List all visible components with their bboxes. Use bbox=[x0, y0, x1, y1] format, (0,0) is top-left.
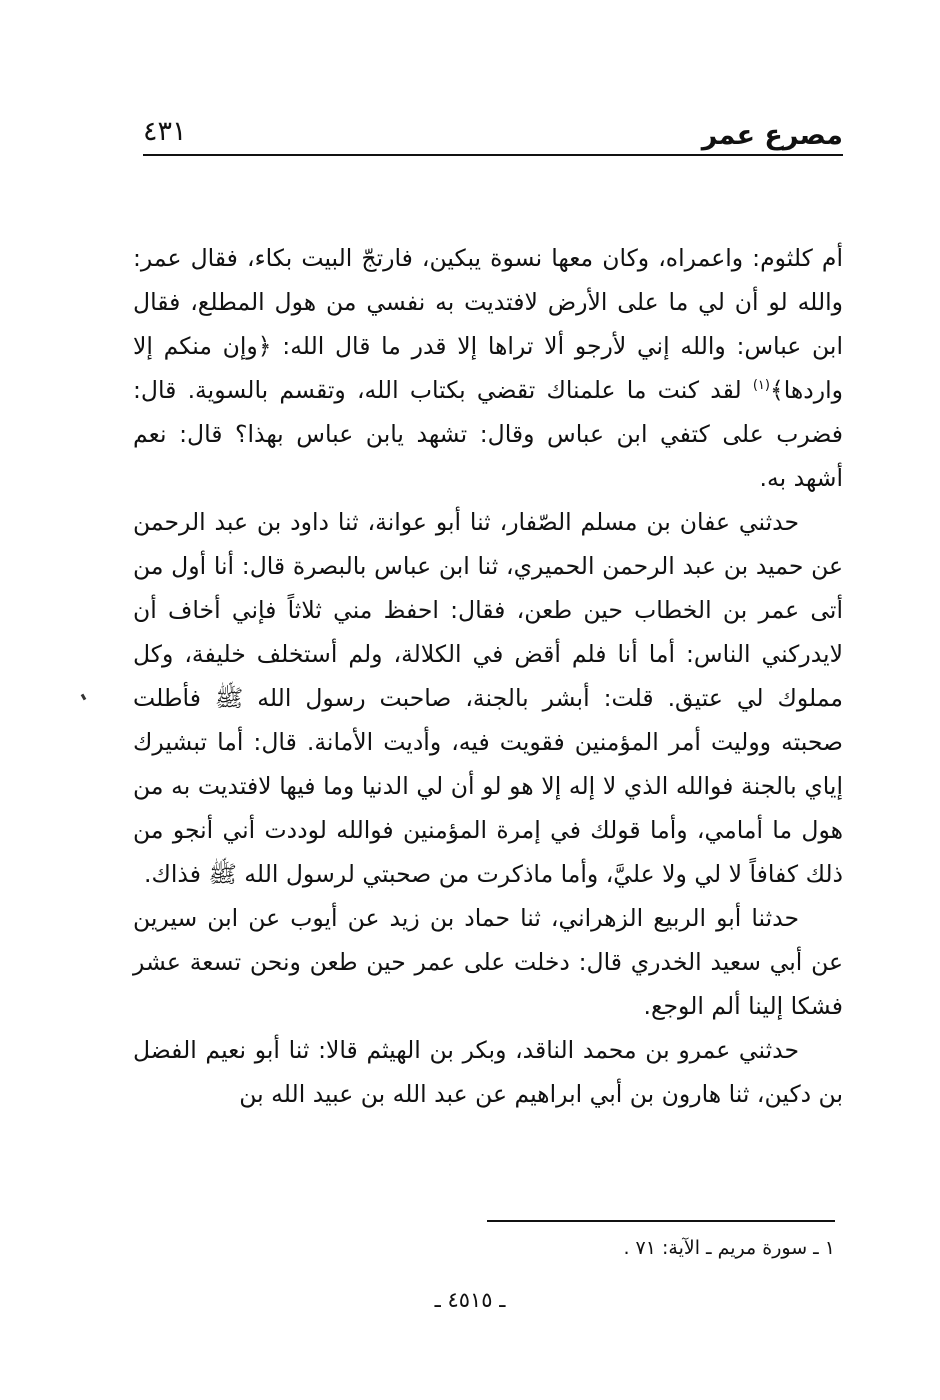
footnote-reference[interactable]: (١) bbox=[752, 378, 770, 394]
paragraph-1-text-before: أم كلثوم: واعمراه، وكان معها نسوة يبكين، فارتجّ البيت بكاء، فقال عمر: والله لو أن لي ما على الأرض لافتديت به نفسي من هول المطلع، فقال ابن عباس: والله إني لأرجو ألا تراها إلا قدر ما قال الله: bbox=[133, 244, 843, 360]
header-rule bbox=[143, 154, 843, 156]
paragraph-2: حدثني عفان بن مسلم الصّفار، ثنا أبو عوانة، ثنا داود بن عبد الرحمن عن حميد بن عبد الرحمن الحميري، ثنا ابن عباس بالبصرة قال: أنا أول من أتى عمر بن الخطاب حين طعن، فقال: احفظ مني ثلاثاً فإني أخاف أن لايدركني الناس: أما أنا فلم أقض في الكلالة، ولم أستخلف خليفة، وكل مملوك لي عتيق. قلت: أبشر بالجنة، صاحبت رسول الله ﷺ فأطلت صحبته ووليت أمر المؤمنين فقويت فيه، وأديت الأمانة. قال: أما تبشيرك إياي بالجنة فوالله الذي لا إله إلا هو لو أن لي الدنيا وما فيها لافتديت به من هول ما أمامي، وأما قولك في إمرة المؤمنين فوالله لوددت أني أنجو من ذلك كفافاً لا لي ولا عليَّ، وأما ماذكرت من صحبتي لرسول الله ﷺ فذاك. bbox=[133, 508, 843, 888]
page-header bbox=[143, 108, 843, 154]
scan-speck bbox=[81, 694, 87, 701]
paragraph-1 bbox=[133, 236, 843, 500]
paragraph-3: حدثنا أبو الربيع الزهراني، ثنا حماد بن زيد عن أيوب عن ابن سيرين عن أبي سعيد الخدري قال: دخلت على عمر حين طعن ونحن تسعة عشر فشكا إلينا ألم الوجع. bbox=[133, 904, 843, 1020]
footnote-rule bbox=[487, 1220, 835, 1222]
page-number-top: ٤٣١ bbox=[143, 116, 187, 147]
quran-verse: ﴿وإن منكم إلا واردها﴾ bbox=[133, 332, 843, 404]
page-number-bottom: ـ ٤٥١٥ ـ bbox=[434, 1288, 506, 1312]
paragraph-1-text-after: لقد كنت ما علمناك تقضي بكتاب الله، وتقسم بالسوية. قال: فضرب على كتفي ابن عباس وقال: تشهد يابن عباس بهذا؟ قال: نعم أشهد به. bbox=[133, 376, 843, 492]
footnote: ١ ـ سورة مريم ـ الآية: ٧١ . bbox=[623, 1237, 835, 1259]
chapter-title: مصرع عمر bbox=[701, 120, 843, 151]
body-text bbox=[133, 236, 843, 1116]
paragraph-4: حدثني عمرو بن محمد الناقد، وبكر بن الهيثم قالا: ثنا أبو نعيم الفضل بن دكين، ثنا هارون بن أبي ابراهيم عن عبد الله بن عبيد الله بن bbox=[133, 1036, 843, 1108]
